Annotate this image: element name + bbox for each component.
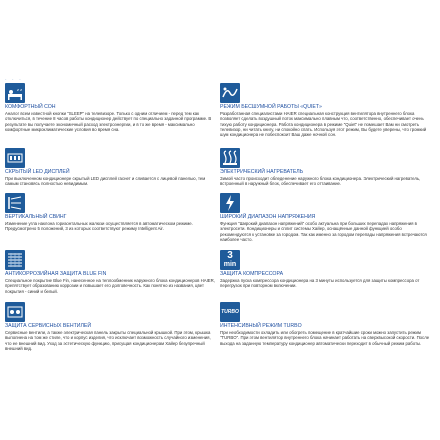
blue-fin-icon [5,250,25,270]
feature-description: Функция "Широкий диапазон напряжений" особо актуальна при больших перепадах напряжения в электросети. Кондиционеры и сплит системы Хайер, оснащённые данной функцией особо рекомендуются к установке за городом. Так как именно за городом перепады напряжения встречаются наиболее часто. [220,221,427,242]
icon-label-small: min [223,261,237,268]
feature-title: ВЕРТИКАЛЬНЫЙ СВИНГ [5,214,67,220]
feature-title: ИНТЕНСИВНЫЙ РЕЖИМ TURBO [220,323,302,329]
feature-description: Изменение угла наклона горизонтальных жалюзи осуществляется в автоматическом режиме. Предусмотрено 5 положений, 3 из которых соответствуют режиму Intelligent Air. [5,221,193,232]
feature-title: КОМФОРТНЫЙ СОН [5,104,56,110]
led-display-icon [5,148,25,168]
feature-blue-fin [5,250,217,294]
feature-title: ЗАЩИТА СЕРВИСНЫХ ВЕНТИЛЕЙ [5,323,92,329]
feature-title: СКРЫТЫЙ LED ДИСПЛЕЙ [5,169,70,175]
decorative-dots: · · · [5,77,23,83]
vertical-swing-icon [5,193,25,213]
feature-vertical-swing [5,193,217,232]
feature-service-valves [5,302,217,351]
feature-description: При необходимости охладить или обогреть помещение в кратчайшие сроки можно запустить режим "TURBO". При этом вентилятор внутреннего блока начинает работать на сверхвысокой скорости. После выхода на заданную температуру кондиционер автоматически переходит в обычный режим работы. [220,330,430,346]
feature-description: Специальное покрытие Blue Fin, нанесенное на теплообменник наружного блока кондиционеров HAIER, препятствует образованию коррозии и повышает его долговечность. Как понятно из названия, цвет покрытия - синий и белый. [5,278,215,294]
feature-electric-heater [220,148,432,187]
quiet-wave-icon [220,83,240,103]
feature-title: АНТИКОРРОЗИЙНАЯ ЗАЩИТА BLUE FIN [5,271,107,277]
svg-text:z z: z z [17,87,23,92]
feature-title: ЭЛЕКТРИЧЕСКИЙ НАГРЕВАТЕЛЬ [220,169,304,175]
three-min-icon [220,250,240,270]
feature-description: Сервисные вентили, а также электрическая панель закрыты специальной крышкой. При этом, крышка выполнена на том же стиле, что и корпус изделия, что исключает возможность случайного изменения, что ее внешний вид. Уход за эстетическую функцию, присущая кондиционерам Хайер безупречный внешний вид. [5,330,211,351]
icon-label: TURBO [221,309,239,315]
service-valve-icon [5,302,25,322]
feature-description: Аналог всем известной кнопки "SLEEP" на телевизоре. Только с одним отличием - перед тем как отключиться, в течение 8 часов работы кондиционер действует по специально заданной программе. В результате вы получаете экономичный расход электроэнергии, и в то же время - максимально комфортные микроклиматические условия во время сна. [5,111,212,132]
feature-description: При выключенном кондиционере скрытый LED дисплей гаснет и сливается с лицевой панелью, тем самым становясь полностью невидимым. [5,176,206,187]
feature-comfort-sleep [5,83,217,132]
feature-hidden-led [5,148,217,187]
feature-title: РЕЖИМ БЕСШУМНОЙ РАБОТЫ «QUIET» [220,104,322,110]
feature-description: Разработанная специалистами HAIER специальная конструкция вентилятора внутреннего блока позволяет сделать воздушный поток максимально плавным что, соответственно, обеспечивает очень тихую работу кондиционера. Работа кондиционера в режиме "Quiet" не помешает Вам ни смотреть телевизор, ни читать книгу, ни спокойно спать. Используя этот режим, Вы будете уверены, что громкий шум кондиционера не побеспокоит Ваш даже ночной сон. [220,111,427,138]
feature-title: ЗАЩИТА КОМПРЕССОРА [220,271,284,277]
turbo-icon [220,302,240,322]
feature-title: ШИРОКИЙ ДИАПАЗОН НАПРЯЖЕНИЯ [220,214,316,220]
heater-icon [220,148,240,168]
feature-description: Задержка пуска компрессора кондиционера на 3 минуты используется для защиты компрессора от перегрузок при повторном включении. [220,278,420,289]
feature-wide-voltage [220,193,432,242]
voltage-range-icon [220,193,240,213]
feature-turbo-mode [220,302,432,346]
feature-compressor-protection [220,250,432,289]
feature-description: Зимой часто происходит обледенение наружного блока кондиционера. Электрический нагреватель, встроенный в наружный блок, обеспечивает его оттаивание. [220,176,421,187]
sleeping-person-icon [5,83,25,103]
icon-label-big: 3 [227,250,233,261]
feature-quiet-mode [220,83,432,137]
